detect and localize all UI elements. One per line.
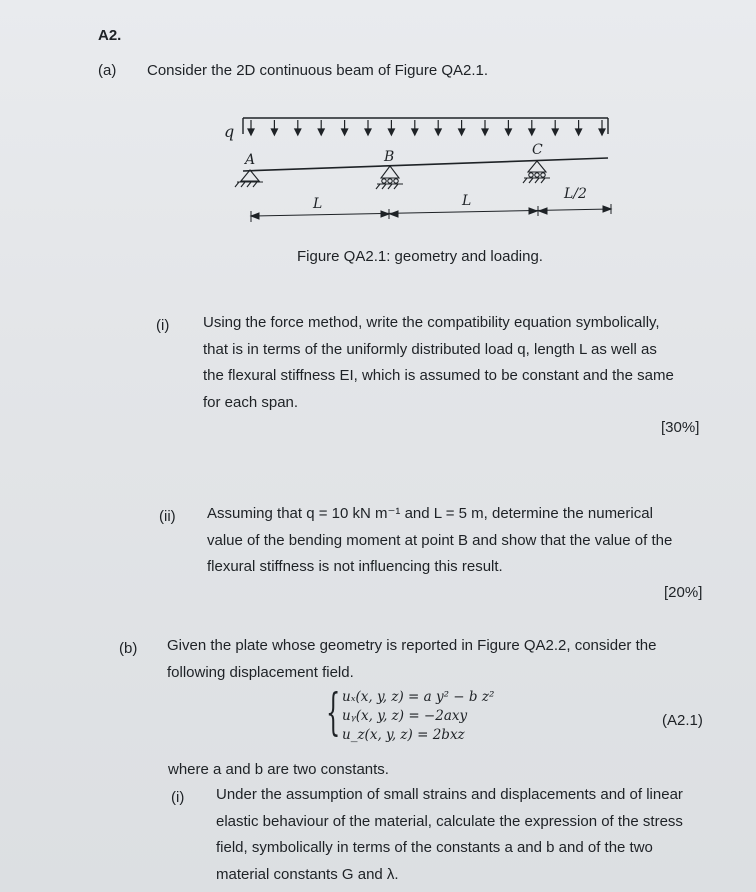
equation-number: (A2.1) xyxy=(662,712,703,729)
load-arrowhead xyxy=(318,129,324,135)
part-b-i-line: elastic behaviour of the material, calculate the expression of the stress xyxy=(216,812,683,830)
equation-ux: uₓ(x, y, z) = a y² − b z² xyxy=(342,689,495,705)
part-a-i-mark: [30%] xyxy=(661,419,700,436)
part-a-ii-label: (ii) xyxy=(159,508,176,525)
equation-brace: { xyxy=(326,683,341,741)
span-label-2: L xyxy=(462,193,472,209)
load-arrowhead xyxy=(459,129,465,135)
part-a-ii-text xyxy=(207,501,672,581)
load-arrowhead xyxy=(599,129,605,135)
part-b-i-text xyxy=(216,782,683,888)
load-arrowhead xyxy=(388,129,394,135)
part-a-label: (a) xyxy=(98,62,117,79)
part-a-i-text xyxy=(203,310,674,416)
figure-caption: Figure QA2.1: geometry and loading. xyxy=(297,248,543,265)
load-arrowhead xyxy=(482,129,488,135)
load-arrowhead xyxy=(435,129,441,135)
load-arrowhead xyxy=(342,129,348,135)
part-a-ii-line: Assuming that q = 10 kN m⁻¹ and L = 5 m, determine the numerical xyxy=(207,505,653,522)
part-b-label: (b) xyxy=(119,640,138,657)
load-arrowhead xyxy=(295,129,301,135)
part-b-i-line: Under the assumption of small strains and displacements and of linear xyxy=(216,786,683,803)
part-a-i-line: for each span. xyxy=(203,393,299,411)
part-a-i-label: (i) xyxy=(156,317,170,334)
support-a xyxy=(235,170,263,187)
part-b-text xyxy=(167,633,656,686)
span-label-1: L xyxy=(313,196,323,212)
load-arrowhead xyxy=(552,129,558,135)
load-label: q xyxy=(224,122,235,141)
dimension-line xyxy=(251,204,611,222)
load-arrowhead xyxy=(412,129,418,135)
support-b xyxy=(376,166,403,189)
load-arrowhead xyxy=(248,129,254,135)
load-arrowhead xyxy=(271,129,277,135)
load-arrowhead xyxy=(505,129,511,135)
part-a-i-line: that is in terms of the uniformly distributed load q, length L as well as xyxy=(203,340,657,358)
part-b-i-line: field, symbolically in terms of the constants a and b and of the two xyxy=(216,839,653,856)
part-b-line: following displacement field. xyxy=(167,663,354,681)
part-a-i-line: the flexural stiffness EI, which is assumed to be constant and the same xyxy=(203,367,674,384)
support-label-b: B xyxy=(384,149,395,165)
load-arrowhead xyxy=(576,129,582,135)
part-b-i-label: (i) xyxy=(171,789,185,806)
support-label-a: A xyxy=(245,152,256,168)
question-number: A2. xyxy=(98,27,122,44)
part-b-i-line: material constants G and λ. xyxy=(216,865,399,883)
load-arrowhead xyxy=(365,129,371,135)
equation-uy: uᵧ(x, y, z) = −2axy xyxy=(342,708,468,724)
part-a-ii-line: flexural stiffness is not influencing this result. xyxy=(207,558,503,575)
part-a-ii-line: value of the bending moment at point B and show that the value of the xyxy=(207,531,673,549)
load-arrowhead xyxy=(529,129,535,135)
equation-uz: u_z(x, y, z) = 2bxz xyxy=(342,727,465,743)
part-a-intro: Consider the 2D continuous beam of Figure QA2.1. xyxy=(147,62,489,79)
support-label-c: C xyxy=(532,142,543,158)
part-a-ii-mark: [20%] xyxy=(664,584,703,601)
equation-system xyxy=(342,688,494,745)
part-b-line: Given the plate whose geometry is reported in Figure QA2.2, consider the xyxy=(167,637,657,654)
part-b-where: where a and b are two constants. xyxy=(168,761,389,778)
part-a-i-line: Using the force method, write the compatibility equation symbolically, xyxy=(203,314,660,331)
beam-line xyxy=(243,158,608,171)
span-label-3: L/2 xyxy=(564,186,587,202)
support-c xyxy=(523,161,550,183)
beam-figure xyxy=(215,108,625,233)
